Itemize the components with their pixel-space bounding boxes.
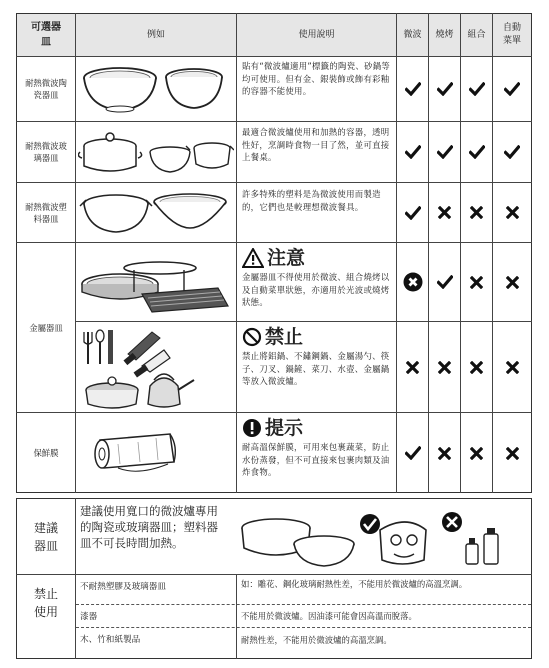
row-name-wrap: 保鮮膜	[33, 448, 59, 458]
check-icon	[397, 122, 428, 182]
forbid-reason-2: 不能用於微波爐。因油漆可能會因高溫而脫落。	[241, 611, 417, 621]
x-icon	[429, 413, 460, 493]
x-icon	[493, 413, 531, 493]
warning-triangle-icon	[242, 248, 264, 268]
x-icon	[397, 322, 428, 412]
header-container: 可選器皿	[31, 22, 61, 48]
check-icon	[493, 57, 531, 121]
header-combo: 組合	[467, 29, 486, 40]
desc-metal-caution: 金屬器皿不得使用於微波、組合燒烤以及自動菜單狀態，亦適用於光波或燒烤狀態。	[242, 272, 390, 307]
x-circle-icon	[397, 243, 428, 321]
ceramic-bowls-illustration	[78, 60, 234, 118]
metal-utensils-illustration	[78, 324, 234, 410]
notice-prohibit	[242, 326, 392, 388]
check-icon	[397, 413, 428, 493]
check-icon	[461, 57, 492, 121]
header-grill: 燒烤	[435, 29, 454, 40]
check-icon	[397, 183, 428, 242]
forbid-item-1: 不耐熱塑膠及玻璃器皿	[80, 582, 166, 592]
check-icon	[493, 122, 531, 182]
recommend-label: 建議器皿	[33, 520, 58, 553]
x-icon	[429, 322, 460, 412]
x-icon	[461, 243, 492, 321]
prohibit-circle-icon	[242, 327, 262, 347]
metal-racks-illustration	[78, 248, 234, 318]
notice-prohibit-title: 禁止	[265, 326, 304, 348]
x-icon	[493, 322, 531, 412]
header-usage: 使用說明	[298, 29, 335, 40]
x-icon	[461, 413, 492, 493]
plastic-wrap-illustration	[78, 418, 234, 488]
check-icon	[461, 122, 492, 182]
check-icon	[429, 122, 460, 182]
desc-plastic: 許多特殊的塑料是為微波使用而製造的，它們也是較理想微波餐具。	[242, 189, 381, 212]
forbid-reason-1: 如：雕花、鋼化玻璃耐熱性差，不能用於微波爐的高溫烹調。	[241, 579, 468, 589]
header-microwave: 微波	[403, 29, 422, 40]
desc-ceramic: 貼有“微波爐適用”標籤的陶瓷、砂鍋等均可使用。但有金、銀裝飾或飾有彩釉的容器不能使用。	[242, 61, 391, 96]
plastic-bowls-illustration	[78, 186, 234, 240]
desc-wrap: 耐高溫保鮮膜，可用來包裹蔬菜，防止水份蒸發，但不可直接來包裹肉類及油炸食物。	[242, 442, 390, 477]
recommended-dishes-illustration	[238, 504, 528, 572]
desc-metal-prohibit: 禁止將鋁鍋、不鏽鋼鍋、金屬湯勺、筷子、刀叉、鍋鏟、菜刀、水壺、金屬鍋等放入微波爐。	[242, 351, 390, 386]
glass-pots-illustration	[78, 124, 234, 180]
row-name-metal: 金屬器皿	[29, 322, 63, 333]
forbid-label: 禁止使用	[33, 587, 58, 619]
notice-caution	[242, 247, 392, 309]
x-icon	[461, 183, 492, 242]
row-name-plastic: 耐熱微波塑料器皿	[25, 201, 67, 224]
desc-glass: 最適合微波爐使用和加熱的容器，透明性好，烹調時食物一目了然，並可直接上餐桌。	[242, 127, 390, 162]
check-icon	[429, 57, 460, 121]
exclamation-circle-icon	[242, 418, 262, 438]
notice-tip	[242, 417, 392, 479]
x-icon	[493, 183, 531, 242]
x-icon	[429, 183, 460, 242]
forbid-item-2: 漆器	[80, 612, 98, 622]
notice-caution-title: 注意	[267, 247, 306, 269]
x-icon	[493, 243, 531, 321]
notice-tip-title: 提示	[265, 417, 304, 439]
recommend-text: 建議使用寬口的微波爐專用的陶瓷或玻璃器皿；塑料器皿不可長時間加熱。	[80, 504, 218, 550]
header-auto-menu: 自動菜單	[502, 23, 521, 46]
check-icon	[429, 243, 460, 321]
header-example: 例如	[146, 29, 165, 40]
check-icon	[397, 57, 428, 121]
row-name-ceramic: 耐熱微波陶瓷器皿	[25, 78, 67, 100]
x-icon	[461, 322, 492, 412]
forbid-reason-3: 耐熱性差，不能用於微波爐的高溫烹調。	[241, 635, 392, 645]
row-name-glass: 耐熱微波玻璃器皿	[25, 141, 67, 163]
forbid-item-3: 木、竹和紙製品	[80, 635, 141, 645]
